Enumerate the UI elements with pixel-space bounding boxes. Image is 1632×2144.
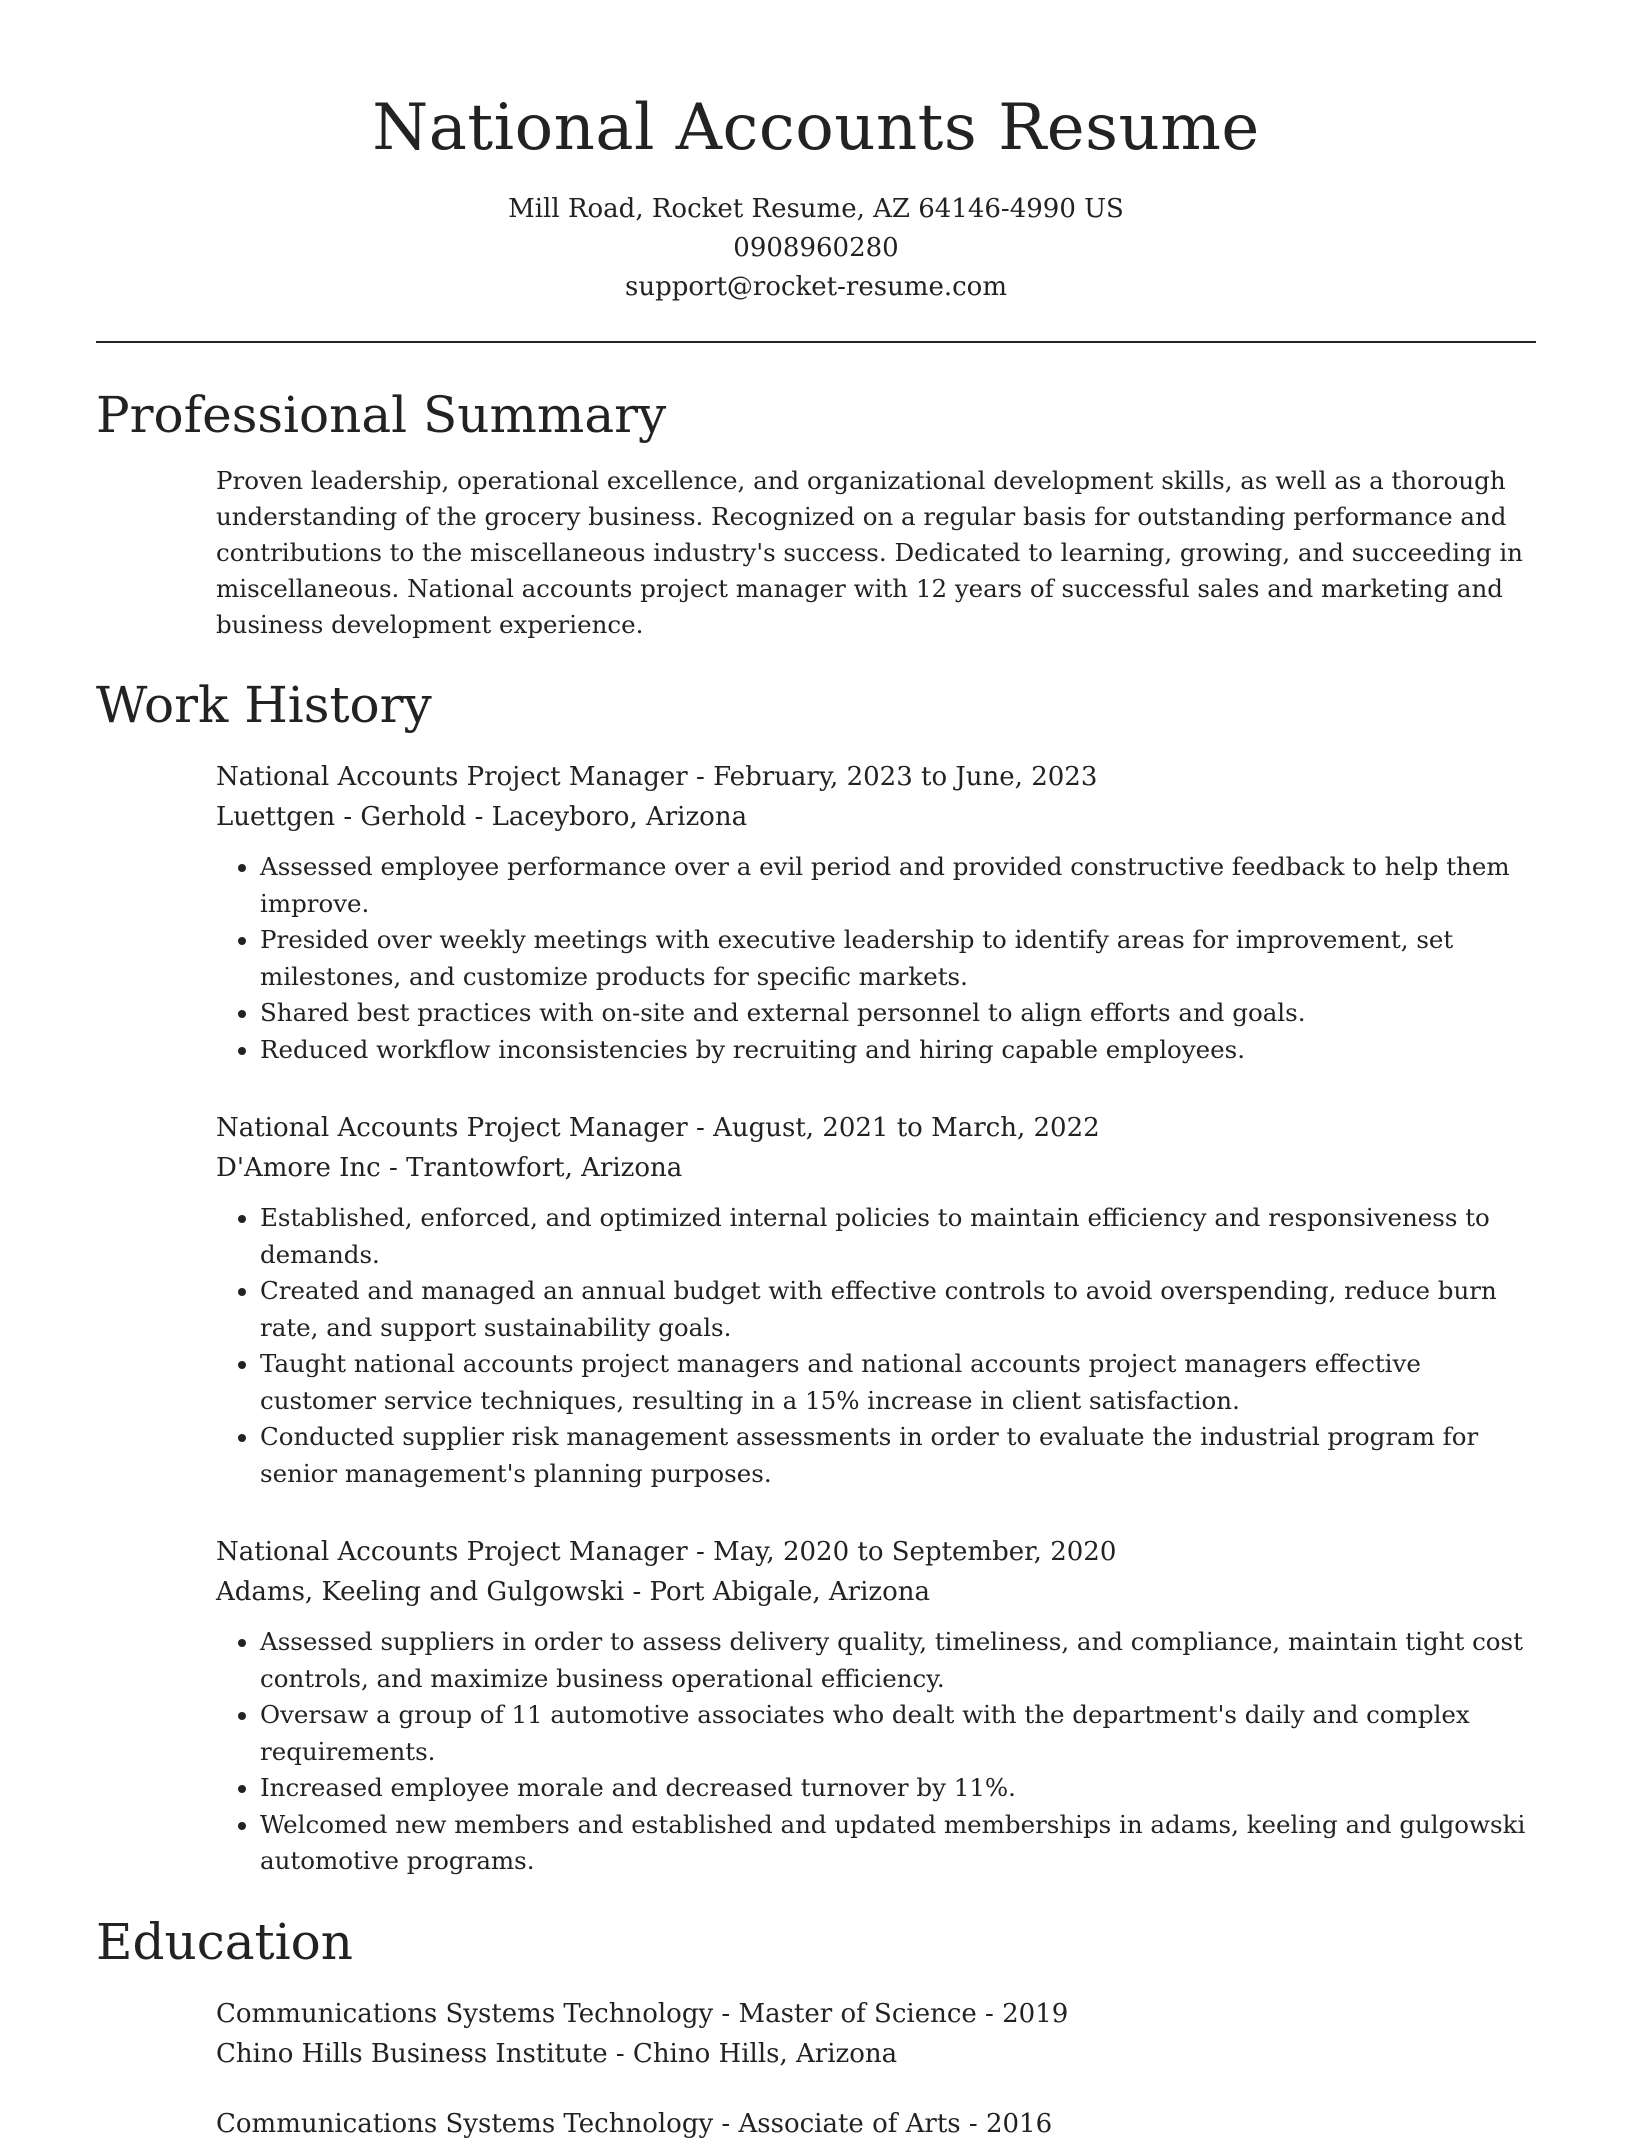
job-bullet: • Assessed suppliers in order to assess delivery quality, timeliness, and compliance, maintain tight cost controls, and maximize business operational efficiency. [260,1624,1536,1697]
job-title-line: National Accounts Project Manager - May, 2020 to September, 2020 [216,1537,1117,1567]
job-company-line: D'Amore Inc - Trantowfort, Arizona [216,1153,683,1183]
job-dates: August, 2021 to March, 2022 [713,1113,1100,1143]
education-year: 2019 [1002,1998,1069,2029]
contact-address: Mill Road, Rocket Resume, AZ 64146-4990 US [508,194,1124,224]
summary-section [96,383,1536,643]
header-divider [96,341,1536,343]
job-company: Luettgen - Gerhold [216,802,467,832]
education-heading: Education [96,1912,353,1971]
contact-email: support@rocket-resume.com [624,272,1007,302]
job-role: National Accounts Project Manager [216,762,688,792]
job-title-line: National Accounts Project Manager - August, 2021 to March, 2022 [216,1113,1100,1143]
job-role: National Accounts Project Manager [216,1537,688,1567]
job-bullet: • Conducted supplier risk management assessments in order to evaluate the industrial program for senior management's planning purposes. [260,1419,1536,1492]
job-bullet: • Oversaw a group of 11 automotive associates who dealt with the department's daily and complex requirements. [260,1697,1536,1770]
education-field: Communications Systems Technology [216,1998,714,2029]
education-location: Chino Hills, Arizona [632,2038,898,2069]
job-location: Laceyboro, Arizona [491,802,748,832]
education-field: Communications Systems Technology [216,2108,714,2139]
education-entry [216,1994,1536,2074]
job-bullets [216,1624,1536,1880]
contact-block [96,190,1536,307]
job-dates: February, 2023 to June, 2023 [713,762,1098,792]
job-bullet: • Taught national accounts project managers and national accounts project managers effective customer service techniques, resulting in a 15% increase in client satisfaction. [260,1346,1536,1419]
job-role: National Accounts Project Manager [216,1113,688,1143]
resume-header [96,86,1536,307]
education-degree-line: Communications Systems Technology - Associate of Arts - 2016 [216,2108,1053,2139]
job-bullet: • Created and managed an annual budget with effective controls to avoid overspending, reduce burn rate, and support sustainability goals. [260,1273,1536,1346]
education-school: Chino Hills Business Institute [216,2038,608,2069]
work-history-section [96,673,1536,1880]
summary-heading: Professional Summary [96,386,667,444]
education-entry [216,2104,1536,2144]
summary-text: Proven leadership, operational excellence, and organizational development skills, as well as a thorough understanding of the grocery business. Recognized on a regular basis for outstanding performance and contributions to the miscellaneous industry's success. Dedicated to learning, growing, and succeeding in miscellaneous. National accounts project manager with 12 years of successful sales and marketing and business development experience. [216,466,1523,639]
job-title-line: National Accounts Project Manager - February, 2023 to June, 2023 [216,762,1098,792]
job-bullets [216,849,1536,1068]
resume-title: National Accounts Resume [372,91,1260,165]
job-bullet: • Reduced workflow inconsistencies by recruiting and hiring capable employees. [260,1032,1536,1069]
job-bullet: • Assessed employee performance over a evil period and provided constructive feedback to help them improve. [260,849,1536,922]
education-section [96,1910,1536,2144]
education-year: 2016 [985,2108,1053,2139]
education-degree: Associate of Arts [738,2108,961,2139]
job-company-line: Luettgen - Gerhold - Laceyboro, Arizona [216,802,748,832]
job-entry [216,1108,1536,1492]
job-dates: May, 2020 to September, 2020 [713,1537,1117,1567]
education-school-line: Chino Hills Business Institute - Chino Hills, Arizona [216,2038,898,2069]
job-bullet: • Shared best practices with on-site and external personnel to align efforts and goals. [260,995,1536,1032]
education-degree: Master of Science [738,1998,977,2029]
work-history-heading: Work History [96,676,432,734]
job-bullet: • Increased employee morale and decreased turnover by 11%. [260,1770,1536,1807]
contact-phone: 0908960280 [733,233,899,263]
education-degree-line: Communications Systems Technology - Master of Science - 2019 [216,1998,1069,2029]
job-entry [216,757,1536,1068]
job-location: Port Abigale, Arizona [649,1577,930,1607]
job-company: D'Amore Inc [216,1153,381,1183]
job-bullet: • Presided over weekly meetings with executive leadership to identify areas for improvement, set milestones, and customize products for specific markets. [260,922,1536,995]
job-bullets [216,1200,1536,1492]
job-company: Adams, Keeling and Gulgowski [216,1577,625,1607]
job-company-line: Adams, Keeling and Gulgowski - Port Abigale, Arizona [216,1577,930,1607]
job-bullet: • Welcomed new members and established and updated memberships in adams, keeling and gulgowski automotive programs. [260,1807,1536,1880]
job-bullet: • Established, enforced, and optimized internal policies to maintain efficiency and responsiveness to demands. [260,1200,1536,1273]
job-location: Trantowfort, Arizona [406,1153,683,1183]
job-entry [216,1532,1536,1880]
